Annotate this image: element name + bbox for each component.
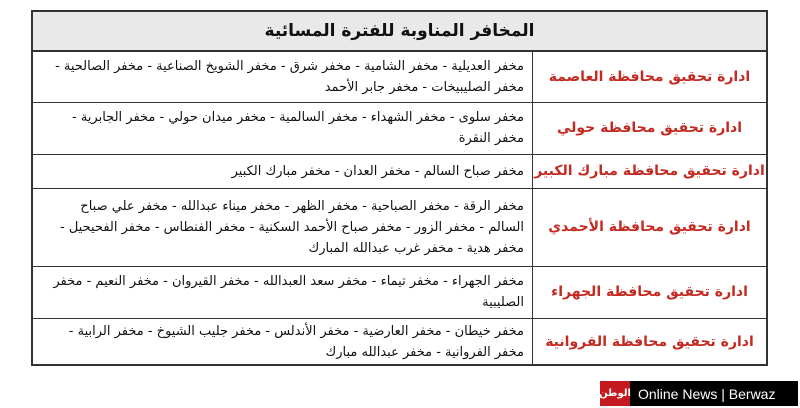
duty-stations-document — [31, 10, 768, 366]
departments-table — [33, 52, 766, 366]
table-row — [33, 52, 766, 102]
department-name: ادارة تحقيق محافظة العاصمة — [533, 52, 767, 102]
department-name: ادارة تحقيق محافظة حولي — [533, 102, 767, 154]
department-name: ادارة تحقيق محافظة الأحمدي — [533, 188, 767, 266]
table-row — [33, 188, 766, 266]
department-name: ادارة تحقيق محافظة مبارك الكبير — [533, 154, 767, 188]
document-title: المخافر المناوبة للفترة المسائية — [33, 12, 766, 52]
stations-list: مخفر الجهراء - مخفر تيماء - مخفر سعد العبدالله - مخفر القيروان - مخفر النعيم - مخفر الصليبية — [33, 266, 533, 318]
news-watermark — [600, 381, 798, 406]
table-row — [33, 266, 766, 318]
stations-list: مخفر العديلية - مخفر الشامية - مخفر شرق - مخفر الشويخ الصناعية - مخفر الصالحية - مخفر الصليبيخات - مخفر جابر الأحمد — [33, 52, 533, 102]
watermark-text: Online News | Berwaz — [638, 385, 776, 402]
department-name: ادارة تحقيق محافظة الفروانية — [533, 318, 767, 366]
stations-list: مخفر خيطان - مخفر العارضية - مخفر الأندلس - مخفر جليب الشيوخ - مخفر الرابية - مخفر الفروانية - مخفر عبدالله مبارك — [33, 318, 533, 366]
department-name: ادارة تحقيق محافظة الجهراء — [533, 266, 767, 318]
table-row — [33, 102, 766, 154]
table-row — [33, 154, 766, 188]
stations-list: مخفر الرقة - مخفر الصباحية - مخفر الظهر - مخفر ميناء عبدالله - مخفر علي صباح السالم - مخفر الزور - مخفر صباح الأحمد السكنية - مخفر الفنطاس - مخفر الفحيحيل - مخفر هدية - مخفر غرب عبدالله المبارك — [33, 188, 533, 266]
brand-logo-icon: الوطن — [600, 381, 630, 406]
stations-list: مخفر سلوى - مخفر الشهداء - مخفر السالمية - مخفر ميدان حولي - مخفر الجابرية - مخفر النقرة — [33, 102, 533, 154]
stations-list: مخفر صباح السالم - مخفر العدان - مخفر مبارك الكبير — [33, 154, 533, 188]
table-row — [33, 318, 766, 366]
